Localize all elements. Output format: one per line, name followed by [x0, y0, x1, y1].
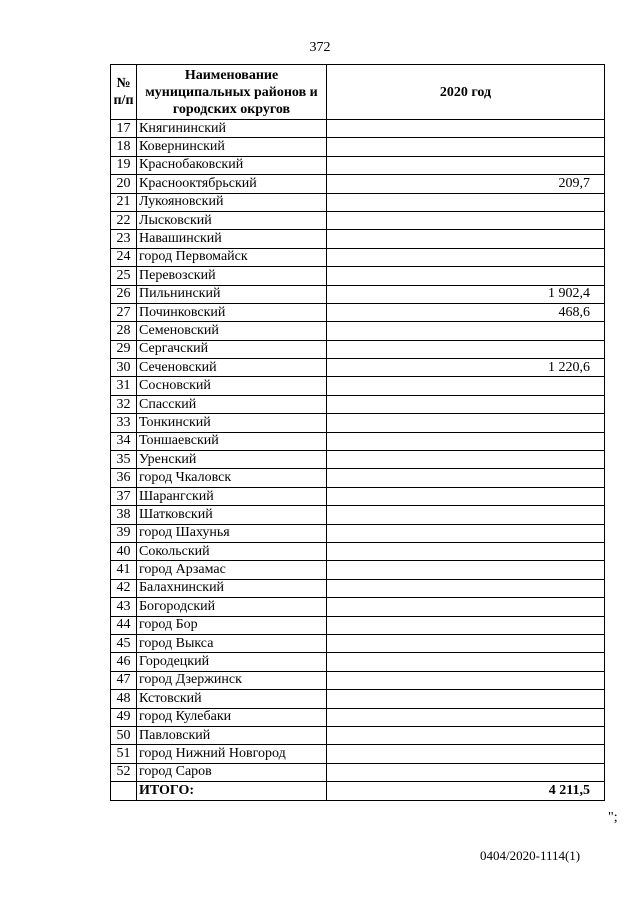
- row-number: 29: [111, 340, 137, 358]
- row-municipality-name: Перевозский: [137, 267, 327, 285]
- row-municipality-name: Сергачский: [137, 340, 327, 358]
- row-municipality-name: Княгининский: [137, 120, 327, 138]
- row-number: 25: [111, 267, 137, 285]
- row-municipality-name: Починковский: [137, 303, 327, 321]
- table-row: [111, 487, 605, 505]
- row-number: 40: [111, 542, 137, 560]
- row-value: [327, 469, 605, 487]
- row-municipality-name: Краснооктябрьский: [137, 175, 327, 193]
- row-value: [327, 432, 605, 450]
- row-municipality-name: Ковернинский: [137, 138, 327, 156]
- row-municipality-name: Семеновский: [137, 322, 327, 340]
- row-municipality-name: Лукояновский: [137, 193, 327, 211]
- row-number: 45: [111, 634, 137, 652]
- table-row: [111, 469, 605, 487]
- row-number: 26: [111, 285, 137, 303]
- row-number: 27: [111, 303, 137, 321]
- row-value: [327, 634, 605, 652]
- row-value: [327, 653, 605, 671]
- table-row: [111, 193, 605, 211]
- row-municipality-name: Пильнинский: [137, 285, 327, 303]
- row-number: 24: [111, 248, 137, 266]
- row-value: [327, 230, 605, 248]
- row-number: 32: [111, 395, 137, 413]
- row-value: [327, 451, 605, 469]
- table-row: [111, 708, 605, 726]
- row-number: 20: [111, 175, 137, 193]
- table-row: [111, 359, 605, 377]
- row-number: 36: [111, 469, 137, 487]
- row-value: [327, 156, 605, 174]
- row-municipality-name: Тоншаевский: [137, 432, 327, 450]
- table-row: [111, 395, 605, 413]
- table-row: [111, 616, 605, 634]
- row-value: [327, 506, 605, 524]
- table-row: [111, 561, 605, 579]
- row-value: [327, 690, 605, 708]
- row-number: 28: [111, 322, 137, 340]
- row-municipality-name: Городецкий: [137, 653, 327, 671]
- row-value: 1 220,6: [327, 359, 605, 377]
- row-value: 1 902,4: [327, 285, 605, 303]
- row-municipality-name: Уренский: [137, 451, 327, 469]
- row-number: 44: [111, 616, 137, 634]
- row-municipality-name: город Нижний Новгород: [137, 745, 327, 763]
- table-row: [111, 120, 605, 138]
- row-municipality-name: Сеченовский: [137, 359, 327, 377]
- row-number: 51: [111, 745, 137, 763]
- row-municipality-name: Лысковский: [137, 211, 327, 229]
- row-number: 30: [111, 359, 137, 377]
- row-number: 21: [111, 193, 137, 211]
- table-row: [111, 690, 605, 708]
- row-value: [327, 561, 605, 579]
- table-row: [111, 340, 605, 358]
- table-row: [111, 634, 605, 652]
- row-number: 39: [111, 524, 137, 542]
- row-municipality-name: Шарангский: [137, 487, 327, 505]
- row-number: 22: [111, 211, 137, 229]
- row-municipality-name: Спасский: [137, 395, 327, 413]
- row-number: 31: [111, 377, 137, 395]
- table-row: [111, 506, 605, 524]
- row-number: 35: [111, 451, 137, 469]
- row-number: 18: [111, 138, 137, 156]
- row-number: 48: [111, 690, 137, 708]
- row-number: 17: [111, 120, 137, 138]
- row-value: 209,7: [327, 175, 605, 193]
- total-label: ИТОГО:: [137, 782, 327, 801]
- table-row: [111, 138, 605, 156]
- row-value: [327, 763, 605, 781]
- row-value: [327, 395, 605, 413]
- row-number: 19: [111, 156, 137, 174]
- row-municipality-name: Балахнинский: [137, 579, 327, 597]
- table-row: [111, 579, 605, 597]
- row-number: 52: [111, 763, 137, 781]
- row-value: [327, 120, 605, 138]
- row-value: [327, 193, 605, 211]
- row-value: [327, 267, 605, 285]
- row-value: [327, 322, 605, 340]
- row-value: [327, 138, 605, 156]
- row-municipality-name: Шатковский: [137, 506, 327, 524]
- header-num: № п/п: [111, 65, 137, 120]
- table-row: [111, 175, 605, 193]
- document-code: 0404/2020-1114(1): [480, 848, 581, 863]
- row-value: [327, 745, 605, 763]
- table-row: [111, 763, 605, 781]
- row-value: [327, 487, 605, 505]
- table-row: [111, 726, 605, 744]
- row-municipality-name: Тонкинский: [137, 414, 327, 432]
- row-municipality-name: город Дзержинск: [137, 671, 327, 689]
- row-value: [327, 340, 605, 358]
- row-number: 41: [111, 561, 137, 579]
- row-municipality-name: город Чкаловск: [137, 469, 327, 487]
- table-row: [111, 745, 605, 763]
- row-value: [327, 579, 605, 597]
- row-value: [327, 524, 605, 542]
- row-number: 47: [111, 671, 137, 689]
- header-name: Наименование муниципальных районов и городских округов: [137, 65, 327, 120]
- table-row: [111, 414, 605, 432]
- table-header-row: [111, 65, 605, 120]
- table-row: [111, 653, 605, 671]
- table-row: [111, 598, 605, 616]
- row-value: [327, 414, 605, 432]
- table-body: [111, 120, 605, 782]
- row-value: [327, 542, 605, 560]
- row-number: 34: [111, 432, 137, 450]
- row-municipality-name: город Первомайск: [137, 248, 327, 266]
- row-number: 42: [111, 579, 137, 597]
- table-row: [111, 230, 605, 248]
- table-row: [111, 248, 605, 266]
- row-number: 23: [111, 230, 137, 248]
- row-value: 468,6: [327, 303, 605, 321]
- row-municipality-name: город Выкса: [137, 634, 327, 652]
- table-row: [111, 211, 605, 229]
- row-municipality-name: город Бор: [137, 616, 327, 634]
- table-row: [111, 451, 605, 469]
- row-municipality-name: Сосновский: [137, 377, 327, 395]
- table-row: [111, 432, 605, 450]
- row-number: 38: [111, 506, 137, 524]
- row-value: [327, 671, 605, 689]
- row-municipality-name: Краснобаковский: [137, 156, 327, 174]
- row-number: 50: [111, 726, 137, 744]
- row-municipality-name: Кстовский: [137, 690, 327, 708]
- row-municipality-name: город Арзамас: [137, 561, 327, 579]
- table-row: [111, 524, 605, 542]
- row-number: 43: [111, 598, 137, 616]
- row-value: [327, 616, 605, 634]
- table-row: [111, 303, 605, 321]
- total-row: [111, 782, 605, 801]
- row-value: [327, 708, 605, 726]
- row-municipality-name: Павловский: [137, 726, 327, 744]
- row-value: [327, 598, 605, 616]
- header-value: 2020 год: [327, 65, 605, 120]
- row-municipality-name: Богородский: [137, 598, 327, 616]
- table-row: [111, 671, 605, 689]
- table-row: [111, 322, 605, 340]
- total-value: 4 211,5: [327, 782, 605, 801]
- row-value: [327, 377, 605, 395]
- total-num-cell: [111, 782, 137, 801]
- row-number: 46: [111, 653, 137, 671]
- allocation-table: [110, 64, 605, 801]
- closing-quote-mark: ";: [608, 810, 618, 825]
- row-number: 49: [111, 708, 137, 726]
- row-municipality-name: город Саров: [137, 763, 327, 781]
- row-municipality-name: город Шахунья: [137, 524, 327, 542]
- row-municipality-name: город Кулебаки: [137, 708, 327, 726]
- row-municipality-name: Навашинский: [137, 230, 327, 248]
- row-value: [327, 211, 605, 229]
- table-row: [111, 542, 605, 560]
- table-row: [111, 377, 605, 395]
- row-number: 37: [111, 487, 137, 505]
- row-value: [327, 248, 605, 266]
- table-row: [111, 285, 605, 303]
- row-number: 33: [111, 414, 137, 432]
- page-number: 372: [309, 40, 331, 55]
- row-municipality-name: Сокольский: [137, 542, 327, 560]
- row-value: [327, 726, 605, 744]
- table-row: [111, 267, 605, 285]
- table-row: [111, 156, 605, 174]
